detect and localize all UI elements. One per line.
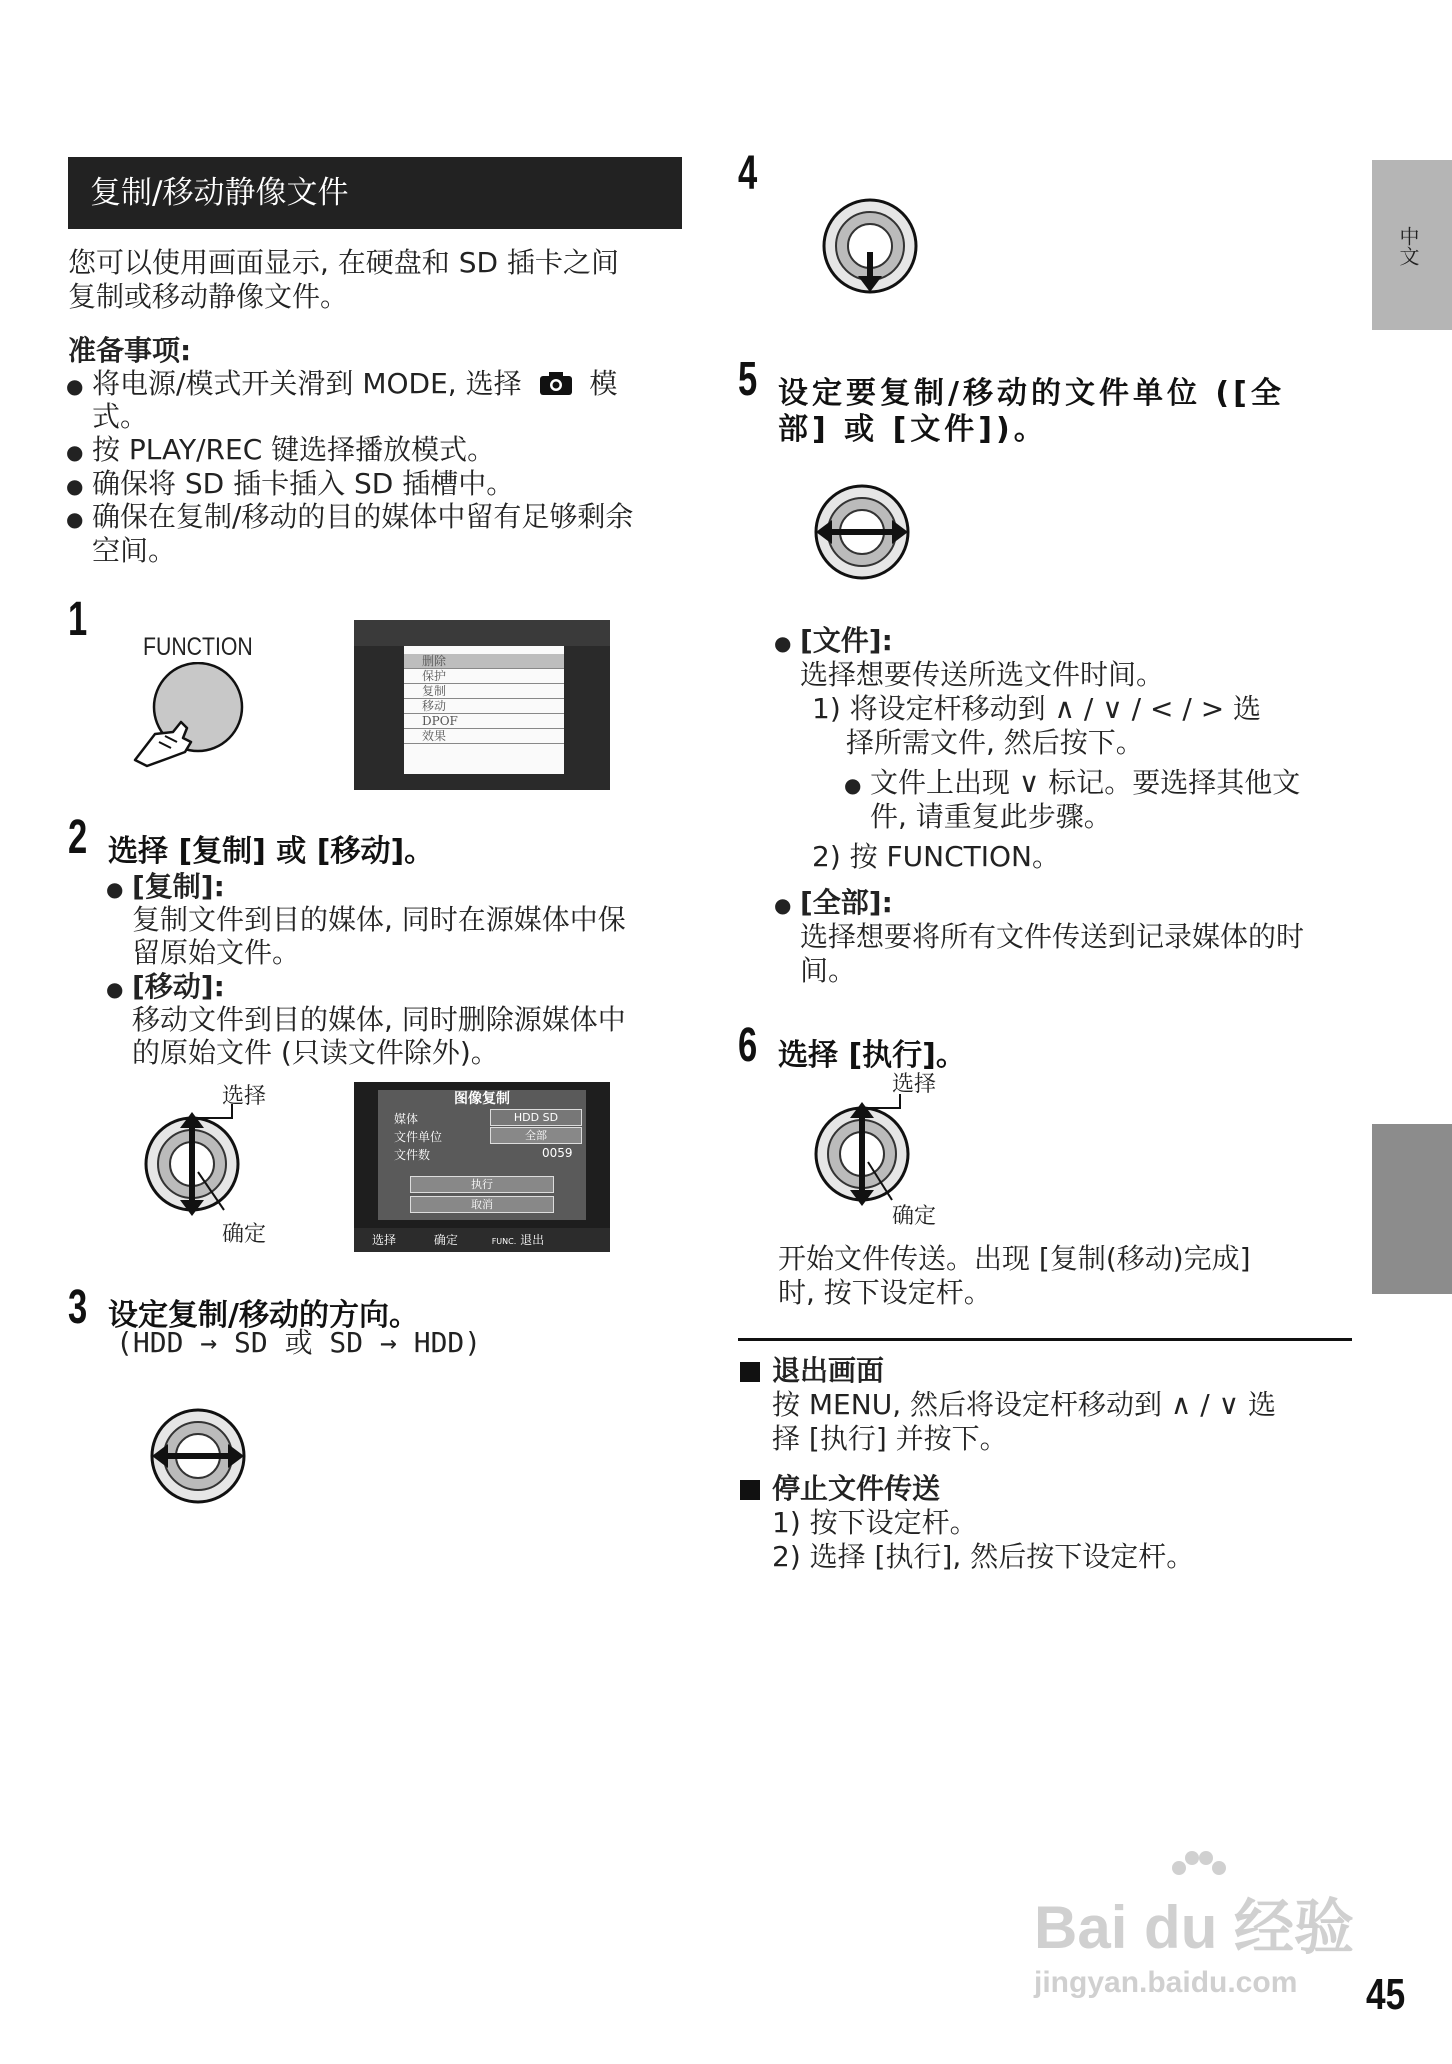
- all-desc-2: 间。: [800, 954, 857, 987]
- move-desc-1: 移动文件到目的媒体, 同时删除源媒体中: [132, 1003, 626, 1036]
- footer-confirm: 确定: [433, 1233, 458, 1247]
- watermark-brand: Bai du 经验: [1034, 1894, 1355, 1961]
- file-step-2: 2) 按 FUNCTION。: [812, 840, 1060, 873]
- function-button-press-icon: [125, 662, 255, 772]
- step6-confirm-label: 确定: [892, 1204, 937, 1229]
- stop-item-1: 1) 按下设定杆。: [772, 1506, 978, 1539]
- step6-select-label: 选择: [892, 1072, 937, 1097]
- step-3-number: 3: [68, 1281, 88, 1334]
- paw-icon: [1164, 1846, 1234, 1896]
- all-desc-1: 选择想要将所有文件传送到记录媒体的时: [800, 920, 1305, 953]
- move-desc-2: 的原始文件 (只读文件除外)。: [132, 1036, 499, 1069]
- prep-item-2: ● 按 PLAY/REC 键选择播放模式。: [92, 433, 495, 467]
- copy-desc-1: 复制文件到目的媒体, 同时在源媒体中保: [132, 903, 626, 936]
- step-6-desc-1: 开始文件传送。出现 [复制(移动)完成]: [778, 1242, 1251, 1275]
- step-5-title-2: 部] 或 [文件])。: [778, 412, 1048, 447]
- stop-item-2: 2) 选择 [执行], 然后按下设定杆。: [772, 1540, 1195, 1573]
- menu-item-dpof: DPOF: [404, 714, 564, 729]
- exit-heading: 退出画面: [772, 1354, 885, 1387]
- step-6-number: 6: [738, 1019, 758, 1072]
- copy-settings-screen: [354, 1082, 610, 1252]
- prep-heading: 准备事项:: [68, 334, 192, 367]
- step-6-desc-2: 时, 按下设定杆。: [778, 1276, 992, 1309]
- exit-desc-2: 择 [执行] 并按下。: [772, 1422, 1008, 1455]
- page-number: 45: [1366, 1970, 1406, 2019]
- joystick-press-icon: [820, 196, 920, 296]
- menu-item-move: 移动: [404, 699, 564, 714]
- step-4-number: 4: [738, 147, 758, 200]
- menu-item-protect: 保护: [404, 669, 564, 684]
- screen-title: 图像复制: [454, 1091, 510, 1107]
- step-2-number: 2: [68, 811, 88, 864]
- file-note-2: 件, 请重复此步骤。: [870, 800, 1112, 833]
- intro-line-1: 您可以使用画面显示, 在硬盘和 SD 插卡之间: [68, 246, 619, 279]
- file-step-1: 1) 将设定杆移动到 ∧ / ∨ / < / > 选: [812, 692, 1262, 725]
- screen-unit-value: 全部: [490, 1127, 582, 1144]
- menu-item-copy: 复制: [404, 684, 564, 699]
- stop-heading: 停止文件传送: [772, 1472, 941, 1505]
- prep-item-1: ● 将电源/模式开关滑到 MODE, 选择 模: [92, 367, 617, 401]
- step-3-title: 设定复制/移动的方向。: [108, 1298, 419, 1333]
- footer-exit: 退出: [520, 1233, 545, 1247]
- file-step-1-cont: 择所需文件, 然后按下。: [846, 726, 1144, 759]
- footer-func: FUNC.: [491, 1237, 517, 1246]
- side-tab-gray: [1372, 1124, 1452, 1294]
- step2-select-label: 选择: [222, 1084, 267, 1109]
- joystick-left-right-icon: [148, 1406, 248, 1506]
- step2-confirm-label: 确定: [222, 1222, 267, 1247]
- screen-count-label: 文件数: [394, 1148, 431, 1162]
- square-bullet: [740, 1480, 760, 1500]
- section-title: 复制/移动静像文件: [68, 157, 682, 229]
- screen-footer: [354, 1228, 610, 1252]
- language-tab: [1372, 160, 1452, 330]
- step-3-sub: (HDD → SD 或 SD → HDD): [116, 1326, 482, 1359]
- copy-desc-2: 留原始文件。: [132, 936, 301, 969]
- step-2-title: 选择 [复制] 或 [移动]。: [108, 834, 435, 869]
- screen-unit-label: 文件单位: [394, 1130, 443, 1144]
- screen-cancel-button: 取消: [410, 1196, 554, 1213]
- prep-item-4-cont: 空间。: [92, 534, 177, 567]
- intro-line-2: 复制或移动静像文件。: [68, 280, 349, 313]
- menu-screen: [354, 620, 610, 790]
- step-5-number: 5: [738, 353, 758, 406]
- function-label: FUNCTION: [143, 633, 253, 661]
- screen-count-value: 0059: [542, 1146, 573, 1160]
- language-tab-label: 中文: [1396, 226, 1420, 266]
- file-desc: 选择想要传送所选文件时间。: [800, 658, 1165, 691]
- file-label: ● [文件]:: [800, 624, 893, 658]
- section-divider: [738, 1338, 1352, 1341]
- prep-item-1-cont: 式。: [92, 400, 149, 433]
- menu-item-effect: 效果: [404, 729, 564, 744]
- prep-item-4: ● 确保在复制/移动的目的媒体中留有足够剩余: [92, 500, 633, 534]
- exit-desc-1: 按 MENU, 然后将设定杆移动到 ∧ / ∨ 选: [772, 1388, 1277, 1421]
- step-5-title-1: 设定要复制/移动的文件单位 ([全: [778, 376, 1285, 411]
- joystick-up-down-icon: [142, 1100, 282, 1230]
- joystick-left-right-icon: [812, 482, 912, 582]
- screen-media-label: 媒体: [394, 1112, 419, 1126]
- copy-label: ● [复制]:: [132, 870, 225, 904]
- screen-media-value: HDD SD: [490, 1109, 582, 1126]
- prep-item-3: ● 确保将 SD 插卡插入 SD 插槽中。: [92, 467, 514, 501]
- file-note-1: ● 文件上出现 ∨ 标记。要选择其他文: [870, 766, 1300, 800]
- all-label: ● [全部]:: [800, 886, 893, 920]
- menu-item-delete: 删除: [404, 654, 564, 669]
- square-bullet: [740, 1362, 760, 1382]
- step-6-title: 选择 [执行]。: [778, 1038, 966, 1073]
- screen-execute-button: 执行: [410, 1176, 554, 1193]
- footer-select: 选择: [372, 1233, 397, 1247]
- step-1-number: 1: [68, 593, 88, 646]
- watermark-url: jingyan.baidu.com: [1034, 1966, 1298, 1999]
- camera-icon: [539, 370, 573, 396]
- move-label: ● [移动]:: [132, 970, 225, 1004]
